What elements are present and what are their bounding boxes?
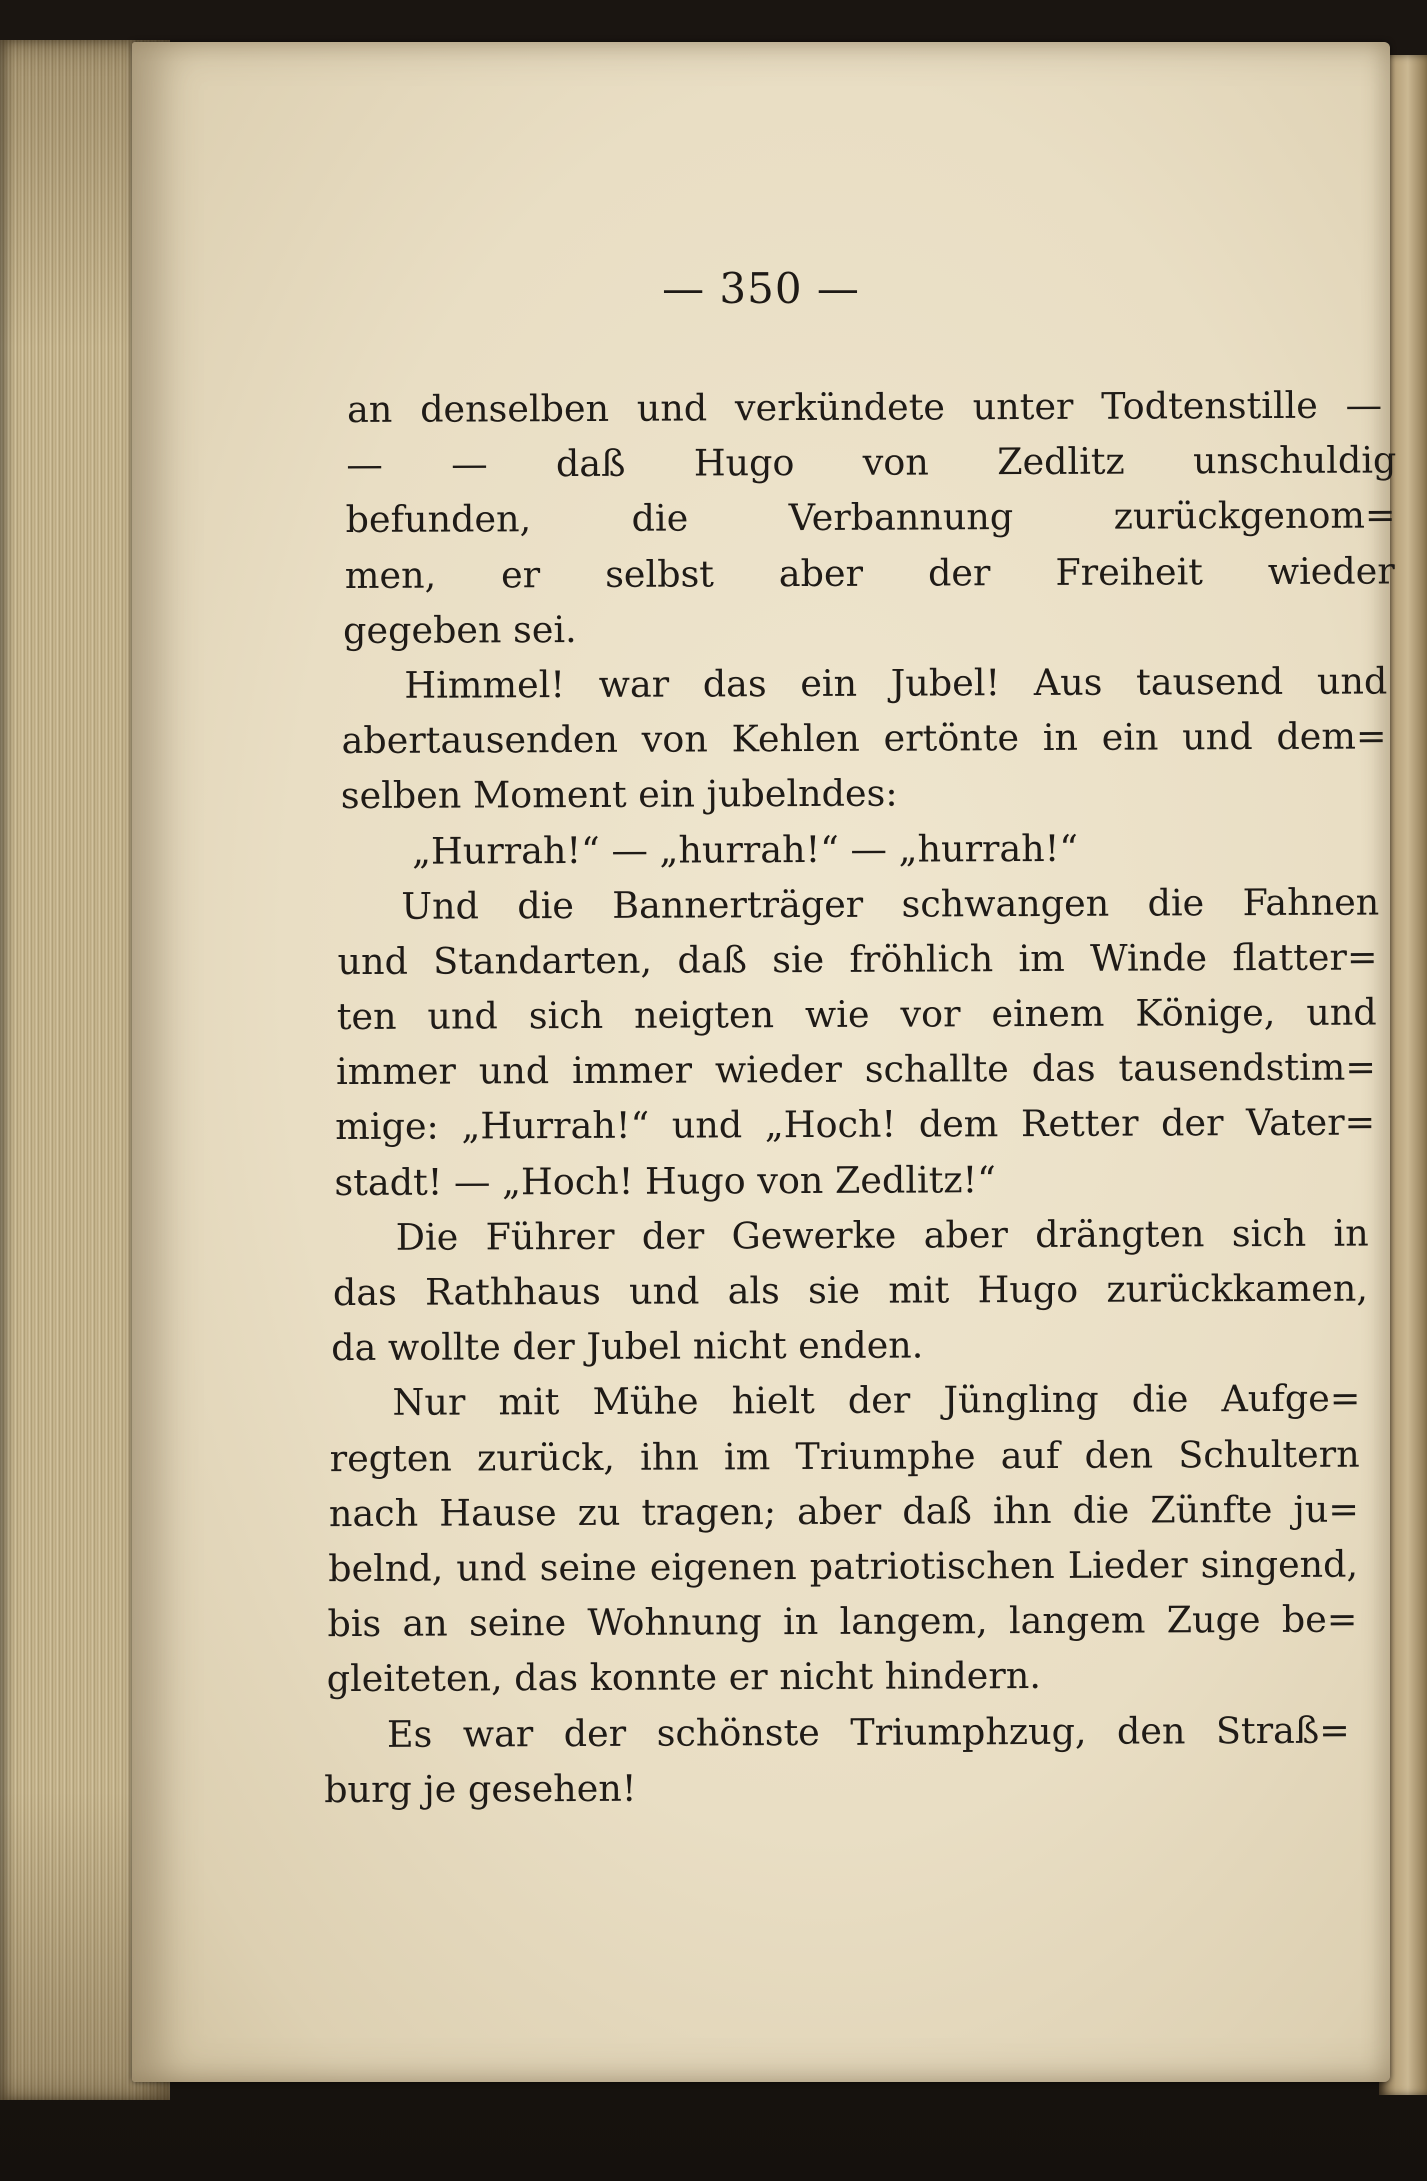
text-line: regten zurück, ihn im Triumphe auf den Schultern xyxy=(329,1432,1360,1480)
body-text xyxy=(324,377,1397,1816)
text-line: Es war der schönste Triumphzug, den Straß= xyxy=(386,1708,1350,1756)
text-line: da wollte der Jubel nicht enden. xyxy=(331,1323,924,1370)
text-line: bis an seine Wohnung in langem, langem Zuge be= xyxy=(327,1597,1358,1646)
text-line: selben Moment ein jubelndes: xyxy=(340,771,898,818)
text-line: stadt! — „Hoch! Hugo von Zedlitz!“ xyxy=(334,1157,996,1204)
text-line: gleiteten, das konnte er nicht hindern. xyxy=(326,1654,1042,1701)
text-line: men, er selbst aber der Freiheit wieder xyxy=(344,548,1395,597)
text-line: Nur mit Mühe hielt der Jüngling die Aufge= xyxy=(392,1376,1361,1425)
text-line: nach Hause zu tragen; aber daß ihn die Zünfte ju= xyxy=(328,1487,1359,1535)
text-line: und Standarten, daß sie fröhlich im Winde flatter= xyxy=(337,935,1378,983)
text-line: gegeben sei. xyxy=(342,607,577,652)
page-number: — 350 — xyxy=(662,264,860,313)
text-line: an denselben und verkündete unter Todtenstille — xyxy=(347,383,1383,431)
text-line: Himmel! war das ein Jubel! Aus tausend und xyxy=(404,659,1388,707)
text-line: — — daß Hugo von Zedlitz unschuldig xyxy=(346,438,1397,487)
text-line: abertausenden von Kehlen ertönte in ein und dem= xyxy=(341,714,1387,763)
text-line: „Hurrah!“ — „hurrah!“ — „hurrah!“ xyxy=(411,826,1079,873)
text-line: immer und immer wieder schallte das tausendstim= xyxy=(335,1045,1377,1094)
text-line: Die Führer der Gewerke aber drängten sich in xyxy=(395,1211,1369,1259)
text-line: burg je gesehen! xyxy=(324,1766,637,1811)
text-line: Und die Bannerträger schwangen die Fahnen xyxy=(401,880,1380,928)
text-line: das Rathhaus und als sie mit Hugo zurückkamen, xyxy=(332,1266,1368,1315)
text-line: belnd, und seine eigenen patriotischen Lieder singend, xyxy=(328,1542,1359,1591)
text-line: ten und sich neigten wie vor einem Könige, und xyxy=(336,990,1377,1039)
book-page xyxy=(132,42,1397,2082)
text-line: mige: „Hurrah!“ und „Hoch! dem Retter der Vater= xyxy=(335,1100,1376,1149)
text-line: befunden, die Verbannung zurückgenom= xyxy=(345,493,1396,542)
